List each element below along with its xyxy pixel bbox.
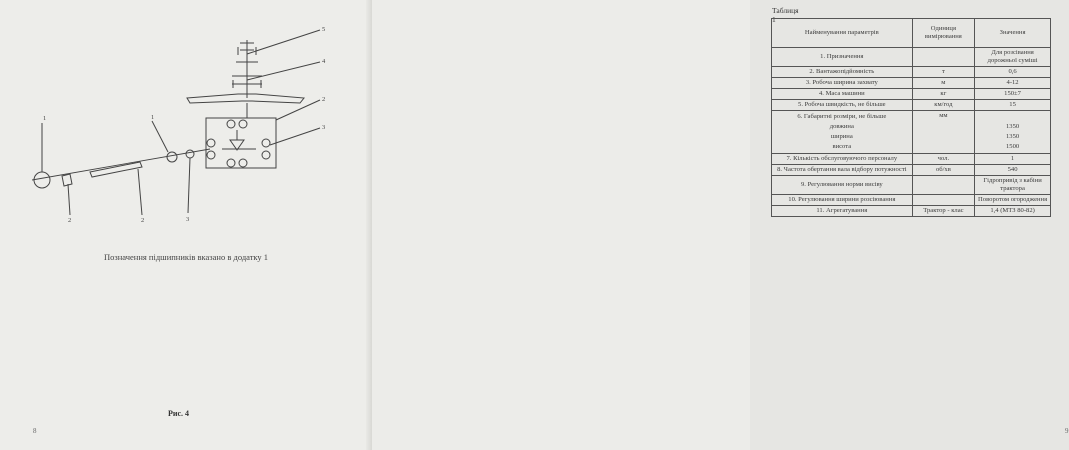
table-row <box>772 100 1051 111</box>
left-wheel-circle <box>34 172 50 188</box>
callout-2-left: 2 <box>68 217 72 224</box>
dimension-length-value: 1350 <box>1005 123 1020 130</box>
row-param: 7. Кількість обслуговуючого персоналу <box>772 154 913 165</box>
header-unit: Одиниця вимірювання <box>912 19 975 48</box>
table-row-dimensions <box>772 111 1051 154</box>
row-param: 4. Маса машини <box>772 89 913 100</box>
row-unit <box>912 48 975 67</box>
table-row <box>772 165 1051 176</box>
row-unit: чол. <box>912 154 975 165</box>
page-number-right: 9 <box>1065 427 1069 435</box>
header-value: Значення <box>975 19 1051 48</box>
right-page <box>372 0 1069 450</box>
table-row <box>772 176 1051 195</box>
table-row <box>772 48 1051 67</box>
row-value: Поворотом огородження <box>975 195 1051 206</box>
row-value: 0,6 <box>975 67 1051 78</box>
callout-2-right: 2 <box>322 96 326 103</box>
table-row <box>772 67 1051 78</box>
callout-1-left: 1 <box>43 115 47 122</box>
row-unit: м <box>912 78 975 89</box>
table-title: Таблиця 1 <box>772 6 799 24</box>
row-param: 5. Робоча швидкість, не більше <box>772 100 913 111</box>
row-param: 11. Агрегатування <box>772 206 913 217</box>
row-param: 9. Регулювання норми висіву <box>772 176 913 195</box>
table-row <box>772 195 1051 206</box>
row-param: 10. Регулювання ширини розсіювання <box>772 195 913 206</box>
row-value-dimensions <box>975 111 1051 154</box>
figure-4-diagram <box>0 0 372 450</box>
callout-3-right: 3 <box>322 124 326 131</box>
spreader-disc-shape <box>187 94 304 103</box>
parameters-table <box>771 18 1051 217</box>
left-page <box>0 0 372 450</box>
row-value: Гідропривід з кабіни трактора <box>975 176 1051 195</box>
table-row <box>772 78 1051 89</box>
row-unit: Трактор - клас <box>912 206 975 217</box>
row-value: 150±7 <box>975 89 1051 100</box>
page-number-left: 8 <box>33 427 37 435</box>
row-value: 540 <box>975 165 1051 176</box>
dimension-height-value: 1500 <box>1005 143 1020 150</box>
row-param-dimensions <box>772 111 913 154</box>
row-unit <box>912 176 975 195</box>
table-header-row <box>772 19 1051 48</box>
table-row <box>772 154 1051 165</box>
row-value: 1,4 (МТЗ 80-82) <box>975 206 1051 217</box>
dimension-width-value: 1350 <box>1005 133 1020 140</box>
dimension-height-label: висота <box>832 143 852 150</box>
callout-2-mid: 2 <box>141 217 145 224</box>
callout-1-mid: 1 <box>151 114 155 121</box>
row-param: 3. Робоча ширина захвату <box>772 78 913 89</box>
callout-3-bottom: 3 <box>186 216 190 223</box>
figure-caption: Позначення підшипників вказано в додатку 1 <box>104 252 269 262</box>
row-value: 15 <box>975 100 1051 111</box>
row-param: 8. Частота обертання вала відбору потужності <box>772 165 913 176</box>
row-unit: об/хв <box>912 165 975 176</box>
dimension-width-label: ширина <box>830 133 853 140</box>
callout-4: 4 <box>322 58 326 65</box>
row-value: Для розсівання дорожньої суміші <box>975 48 1051 67</box>
row-value: 4-12 <box>975 78 1051 89</box>
row-param: 2. Вантажопідйомність <box>772 67 913 78</box>
row-unit: т <box>912 67 975 78</box>
dimensions-label: 6. Габаритні розміри, не більше <box>797 113 887 120</box>
row-param: 1. Призначення <box>772 48 913 67</box>
row-value: 1 <box>975 154 1051 165</box>
drive-shaft-line <box>32 149 210 180</box>
row-unit: кг <box>912 89 975 100</box>
row-unit: мм <box>912 111 975 154</box>
row-unit <box>912 195 975 206</box>
table-row <box>772 89 1051 100</box>
dimension-length-label: довжина <box>829 123 854 130</box>
row-unit: км/год <box>912 100 975 111</box>
table-row <box>772 206 1051 217</box>
header-parameter-name: Найменування параметрів <box>772 19 913 48</box>
gearbox-outline <box>206 118 276 168</box>
callout-5: 5 <box>322 26 326 33</box>
figure-label: Рис. 4 <box>168 409 190 418</box>
